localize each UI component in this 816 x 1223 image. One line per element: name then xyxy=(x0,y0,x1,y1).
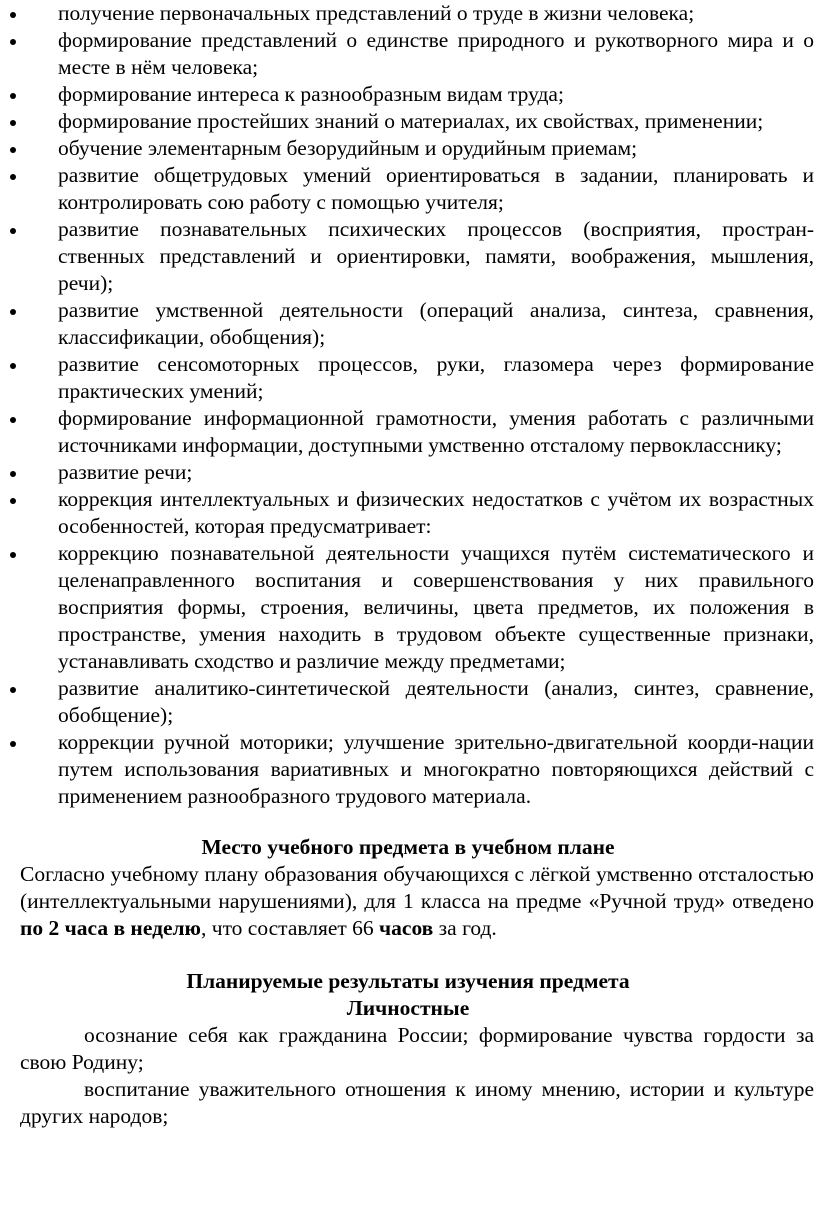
list-item xyxy=(0,108,816,135)
list-item-text: формирование простейших знаний о материалах, их свойствах, применении; xyxy=(58,109,764,133)
list-item xyxy=(0,351,816,405)
list-item-text: формирование информационной грамотности, умения работать с различными источниками информации, доступными умственно отсталому первокласснику; xyxy=(58,406,814,457)
list-item xyxy=(0,540,816,675)
subheading-personal: Личностные xyxy=(346,996,470,1020)
hours-word: часов xyxy=(379,916,434,940)
bullet-icon xyxy=(10,498,16,504)
bullet-icon xyxy=(10,93,16,99)
place-paragraph xyxy=(0,861,816,942)
results-paragraph: воспитание уважительного отношения к иному мнению, истории и культуре других народов; xyxy=(20,1077,814,1128)
bullet-icon xyxy=(10,552,16,558)
list-item-text: получение первоначальных представлений о труде в жизни человека; xyxy=(58,1,695,25)
list-item-text: развитие речи; xyxy=(58,460,193,484)
list-item-text: коррекции ручной моторики; улучшение зрительно-двигательной коорди-нации путем использования вариативных и многократно повторяющихся действий с применением разнообразного трудового материала. xyxy=(58,730,814,808)
list-item-text: развитие умственной деятельности (операций анализа, синтеза, сравнения, классификации, обобщения); xyxy=(58,298,814,349)
place-text-part2: , что составляет 66 xyxy=(201,916,380,940)
list-item-text: развитие познавательных психических процессов (восприятия, простран-ственных представлений и ориентировки, памяти, воображения, мышления, речи); xyxy=(58,217,814,295)
bullet-icon xyxy=(10,147,16,153)
bullet-icon xyxy=(10,228,16,234)
list-item xyxy=(0,162,816,216)
list-item xyxy=(0,459,816,486)
bullet-icon xyxy=(10,12,16,18)
list-item-text: коррекция интеллектуальных и физических недостатков с учётом их возрастных особенностей, которая предусматривает: xyxy=(58,487,814,538)
spacer xyxy=(0,810,816,834)
spacer xyxy=(0,942,816,968)
list-item-text: развитие сенсомоторных процессов, руки, глазомера через формирование практических умений; xyxy=(58,352,814,403)
list-item-text: формирование интереса к разнообразным видам труда; xyxy=(58,82,564,106)
list-item xyxy=(0,216,816,297)
list-item xyxy=(0,729,816,810)
list-item-text: развитие аналитико-синтетической деятельности (анализ, синтез, сравнение, обобщение); xyxy=(58,676,814,727)
bullet-icon xyxy=(10,120,16,126)
list-item-text: формирование представлений о единстве природного и рукотворного мира и о месте в нём человека; xyxy=(58,28,814,79)
bullet-icon xyxy=(10,741,16,747)
section-heading-results: Планируемые результаты изучения предмета xyxy=(186,969,630,993)
list-item xyxy=(0,405,816,459)
place-text-part1: Согласно учебному плану образования обучающихся с лёгкой умственно отсталостью (интеллектуальными нарушениями), для 1 класса на предме «Ручной труд» отведено xyxy=(20,862,814,913)
list-item xyxy=(0,0,816,27)
list-item-text: развитие общетрудовых умений ориентироваться в задании, планировать и контролировать сою работу с помощью учителя; xyxy=(58,163,814,214)
place-text-part3: за год. xyxy=(433,916,497,940)
bullet-icon xyxy=(10,309,16,315)
list-item xyxy=(0,81,816,108)
list-item xyxy=(0,135,816,162)
bullet-icon xyxy=(10,687,16,693)
list-item-text: коррекцию познавательной деятельности учащихся путём систематического и целенаправленного воспитания и совершенствования у них правильного восприятия формы, строения, величины, цвета предметов, их положения в пространстве, умения находить в трудовом объекте существенные признаки, устанавливать сходство и различие между предметами; xyxy=(58,541,814,673)
bullet-icon xyxy=(10,174,16,180)
list-item xyxy=(0,297,816,351)
list-item-text: обучение элементарным безорудийным и орудийным приемам; xyxy=(58,136,638,160)
list-item xyxy=(0,27,816,81)
bullet-icon xyxy=(10,417,16,423)
bullet-icon xyxy=(10,471,16,477)
bullet-icon xyxy=(10,39,16,45)
hours-per-week: по 2 часа в неделю xyxy=(20,916,201,940)
bullet-icon xyxy=(10,363,16,369)
results-paragraph: осознание себя как гражданина России; формирование чувства гордости за свою Родину; xyxy=(20,1023,814,1074)
list-item xyxy=(0,486,816,540)
section-heading-place: Место учебного предмета в учебном плане xyxy=(201,835,615,859)
list-item xyxy=(0,675,816,729)
